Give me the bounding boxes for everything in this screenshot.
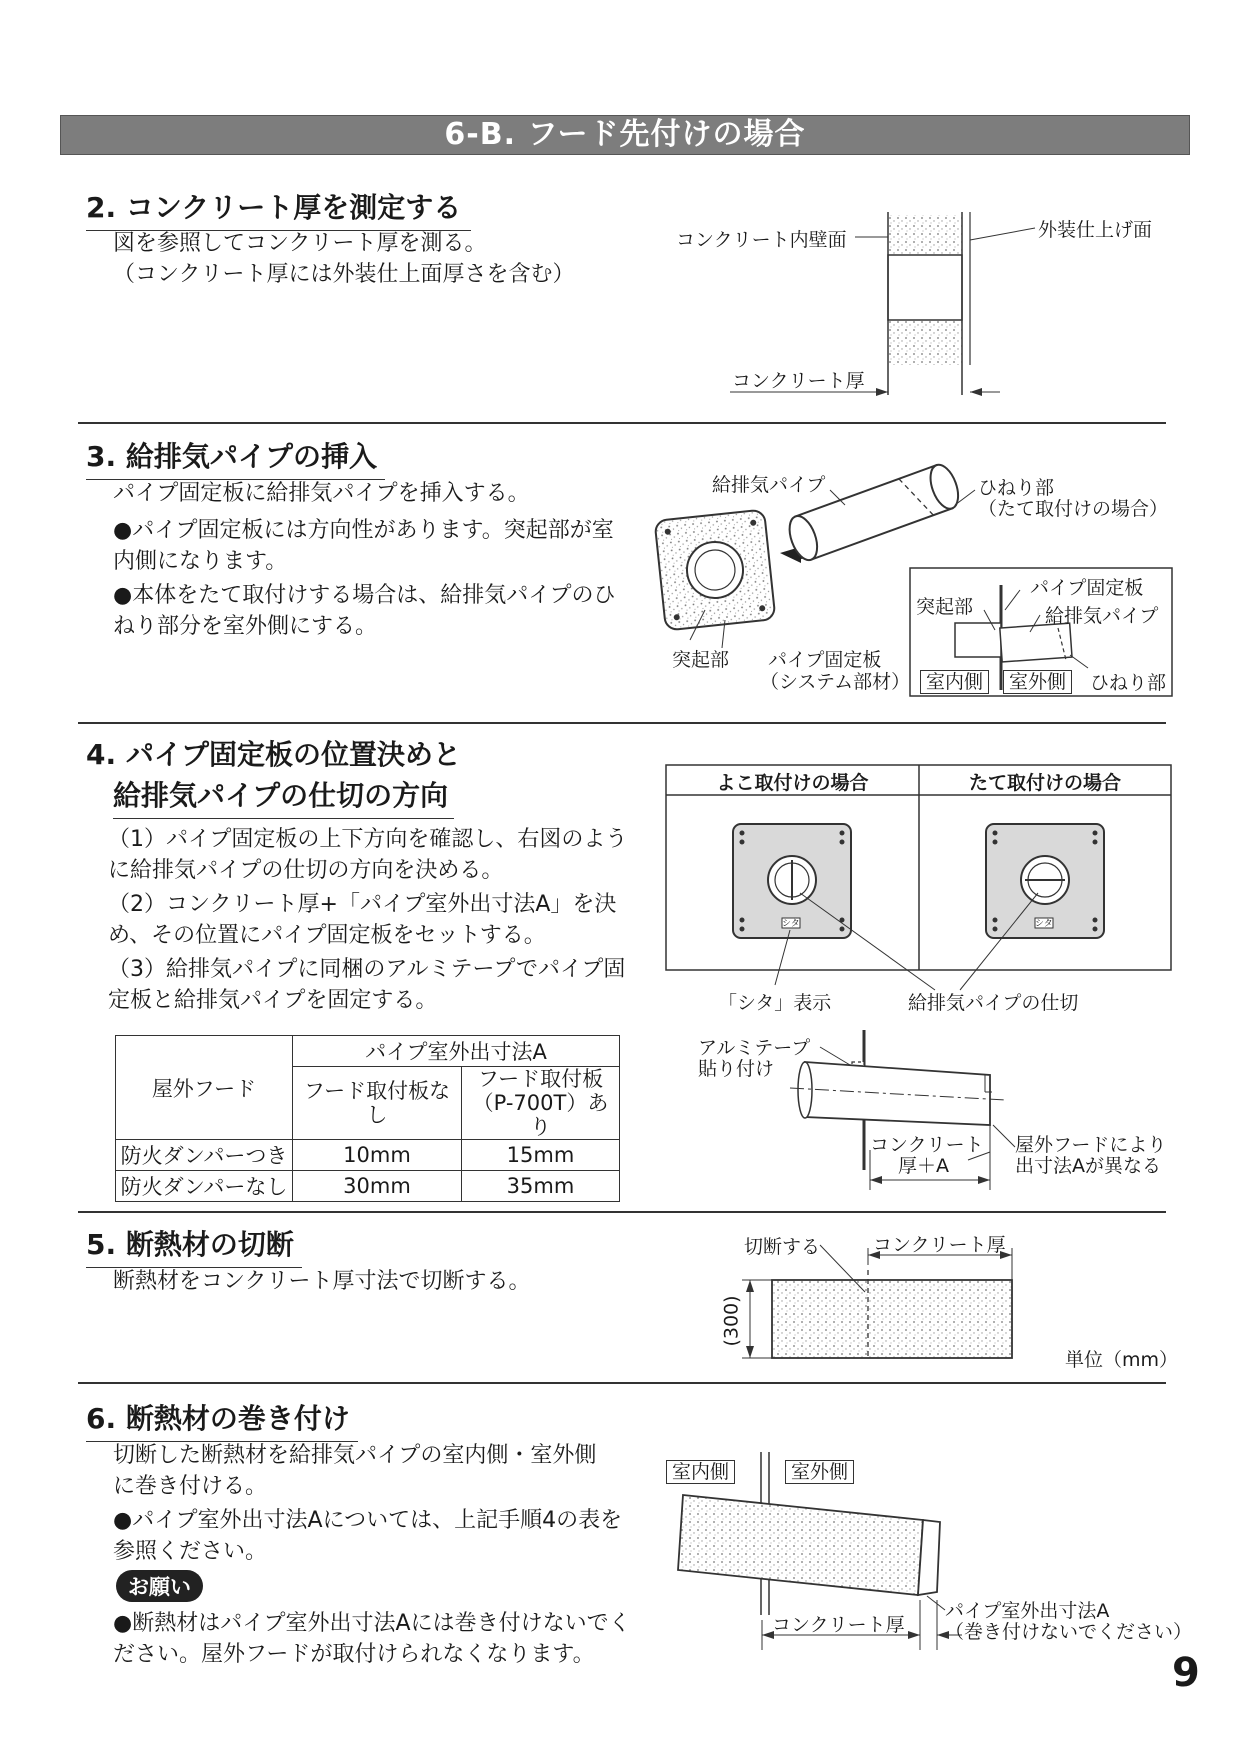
s5-label-thickness: コンクリート厚 (873, 1234, 1006, 1256)
section-2-title: 2. コンクリート厚を測定する (86, 186, 471, 231)
inset-label-indoor: 室内側 (920, 670, 989, 694)
s3-label-pipe: 給排気パイプ (712, 474, 826, 496)
shita-mark-right: シタ (1035, 919, 1053, 929)
section-3-title: 3. 給排気パイプの挿入 (86, 435, 385, 480)
s4-label-thickness-a2: 厚＋A (898, 1155, 949, 1177)
s3-label-twist: ひねり部 (978, 477, 1055, 499)
inset-label-protrusion: 突起部 (916, 596, 974, 618)
table-cell-value: 30mm (293, 1171, 462, 1202)
table-header-dimension: パイプ室外出寸法A (293, 1036, 620, 1067)
s6-label-dim-a-note: （巻き付けないでください） (945, 1621, 1193, 1643)
table-header-hood: 屋外フード (116, 1036, 293, 1140)
s6-label-indoor: 室内側 (666, 1460, 735, 1484)
s2-label-thickness: コンクリート厚 (732, 370, 865, 392)
inset-label-outdoor: 室外側 (1003, 670, 1072, 694)
inset-label-plate: パイプ固定板 (1030, 577, 1144, 599)
s6-label-thickness: コンクリート厚 (772, 1614, 905, 1636)
table-cell-label: 防火ダンパーなし (116, 1171, 293, 1202)
s4-step-3: （3）給排気パイプに同梱のアルミテープでパイプ固定板と給排気パイプを固定する。 (108, 957, 626, 1013)
s3-bullet-1: ●パイプ固定板には方向性があります。突起部が室内側になります。 (113, 518, 614, 574)
s3-body: パイプ固定板に給排気パイプを挿入する。 (113, 481, 530, 506)
s4-col-horizontal: よこ取付けの場合 (716, 772, 869, 794)
s4-col-vertical: たて取付けの場合 (968, 772, 1121, 794)
onegai-badge: お願い (116, 1570, 203, 1602)
s4-step-2: （2）コンクリート厚+「パイプ室外出寸法A」を決め、その位置にパイプ固定板をセットする。 (108, 892, 617, 948)
s6-label-dim-a: パイプ室外出寸法A (945, 1600, 1110, 1622)
shita-mark-left: シタ (782, 919, 800, 929)
s3-label-twist-note: （たて取付けの場合） (978, 498, 1169, 520)
page-number: 9 (1172, 1650, 1200, 1696)
section-5-title: 5. 断熱材の切断 (86, 1223, 302, 1268)
s2-body-line1: 図を参照してコンクリート厚を測る。 (113, 231, 487, 256)
s5-label-unit: 単位（mm） (1065, 1349, 1179, 1371)
s2-label-inner-wall: コンクリート内壁面 (676, 229, 847, 251)
table-cell-value: 10mm (293, 1140, 462, 1171)
s5-body: 断熱材をコンクリート厚寸法で切断する。 (113, 1269, 531, 1294)
table-header-with-plate: フード取付板（P-700T）あり (462, 1067, 620, 1140)
s6-body-line1: 切断した断熱材を給排気パイプの室内側・室外側 (113, 1443, 597, 1468)
inset-label-pipe: 給排気パイプ (1045, 605, 1159, 627)
s4-label-tape2: 貼り付け (698, 1058, 775, 1080)
table-cell-label: 防火ダンパーつき (116, 1140, 293, 1171)
section-4-title-line2: 給排気パイプの仕切の方向 (113, 774, 454, 819)
s3-label-protrusion: 突起部 (672, 649, 730, 671)
s5-label-height: (300) (720, 1295, 743, 1347)
s6-bullet: ●パイプ室外出寸法Aについては、上記手順4の表を参照ください。 (113, 1508, 623, 1564)
s4-label-hood-note2: 出寸法Aが異なる (1015, 1155, 1161, 1177)
s4-label-thickness-a: コンクリート (870, 1134, 984, 1156)
s4-label-partition: 給排気パイプの仕切 (908, 992, 1079, 1014)
s6-label-outdoor: 室外側 (785, 1460, 854, 1484)
table-cell-value: 15mm (462, 1140, 620, 1171)
s2-body-line2: （コンクリート厚には外装仕上面厚さを含む） (113, 262, 575, 287)
section-banner: 6-B. フード先付けの場合 (60, 115, 1190, 155)
s6-body-line2: に巻き付ける。 (113, 1474, 268, 1499)
s4-step-1: （1）パイプ固定板の上下方向を確認し、右図のように給排気パイプの仕切の方向を決める。 (108, 827, 628, 883)
s4-label-hood-note: 屋外フードにより (1015, 1134, 1167, 1156)
s4-label-shita: 「シタ」表示 (718, 992, 832, 1014)
s3-label-plate: パイプ固定板 (768, 649, 882, 671)
s5-label-cut: 切断する (744, 1236, 821, 1258)
s6-note: ●断熱材はパイプ室外出寸法Aには巻き付けないでください。屋外フードが取付けられなくなります。 (113, 1611, 631, 1667)
s3-bullet-2: ●本体をたて取付けする場合は、給排気パイプのひねり部分を室外側にする。 (113, 583, 616, 639)
s4-label-tape: アルミテープ (698, 1037, 811, 1059)
section-4-title-line1: 4. パイプ固定板の位置決めと (86, 738, 462, 771)
inset-label-twist: ひねり部 (1090, 672, 1167, 694)
table-cell-value: 35mm (462, 1171, 620, 1202)
section-6-title: 6. 断熱材の巻き付け (86, 1397, 358, 1442)
table-header-no-plate: フード取付板なし (293, 1067, 462, 1140)
s2-label-outer-finish: 外装仕上げ面 (1038, 219, 1153, 241)
s3-label-plate-note: （システム部材） (760, 671, 911, 693)
